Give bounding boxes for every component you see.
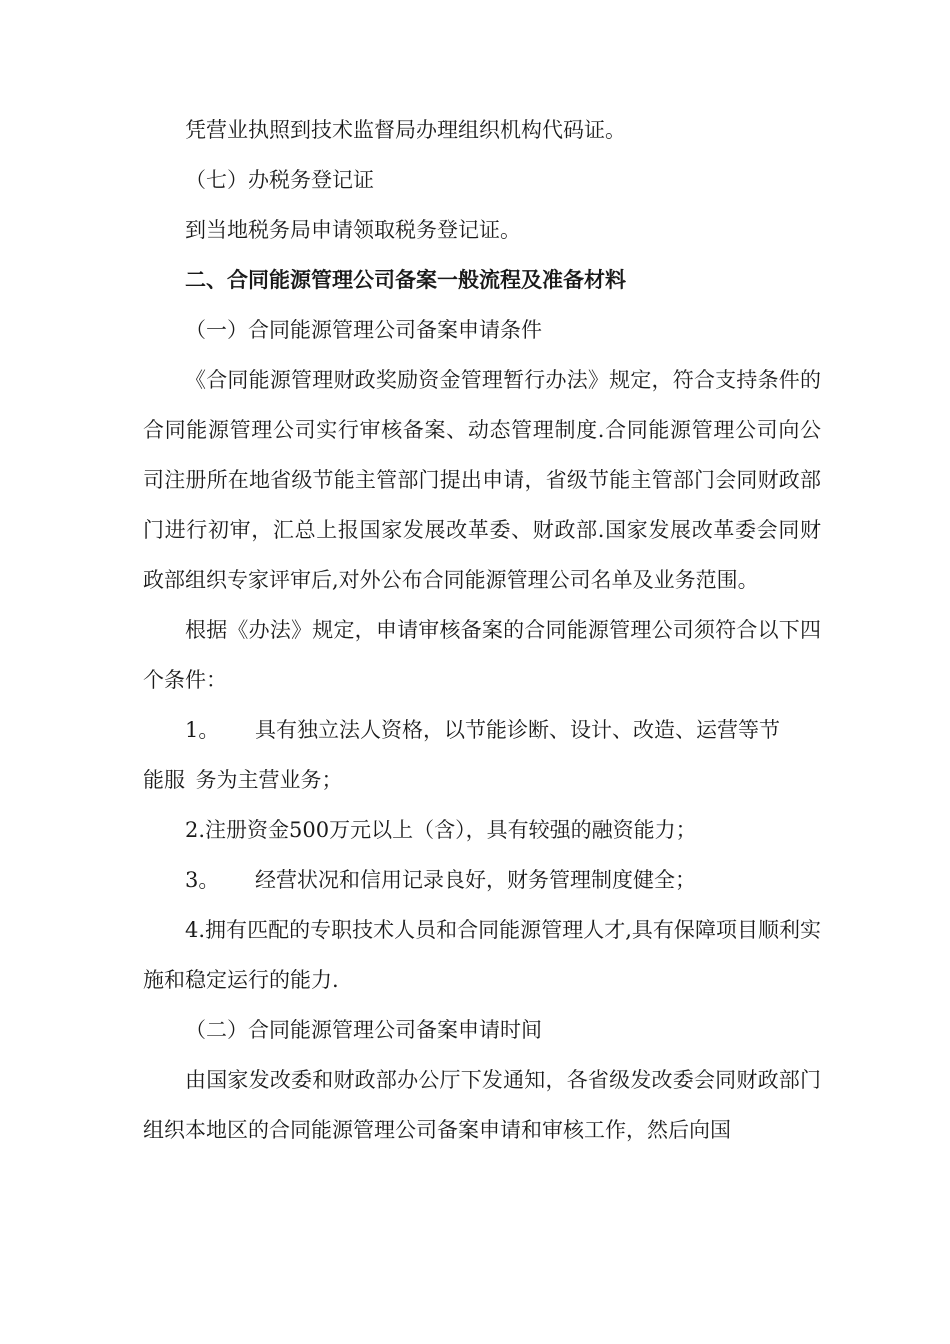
paragraph-filing-rules: 《合同能源管理财政奖励资金管理暂行办法》规定，符合支持条件的合同能源管理公司实行审核备案、动态管理制度.合同能源管理公司向公司注册所在地省级节能主管部门提出申请，省级节能主管部门会同财政部门进行初审，汇总上报国家发展改革委、财政部.国家发展改革委会同财政部组织专家评审后,对外公布合同能源管理公司名单及业务范围。 [143,368,821,592]
list-item-4: 4.拥有匹配的专职技术人员和合同能源管理人才,具有保障项目顺利实施和稳定运行的能力. [143,918,821,992]
document-body [143,105,821,1155]
list-item-text: 经营状况和信用记录良好，财务管理制度健全； [255,868,696,892]
list-item-text: 务为主营业务； [195,768,343,792]
subheading-tax-registration: （七）办税务登记证 [185,168,374,192]
list-item-number: 1。 [185,718,220,742]
condition-list [143,705,821,1005]
list-item-1-continued [143,755,821,805]
paragraph-four-conditions: 根据《办法》规定，申请审核备案的合同能源管理公司须符合以下四个条件： [143,618,821,692]
list-item-text: 能服 [143,768,185,792]
subheading-filing-conditions: （一）合同能源管理公司备案申请条件 [185,318,542,342]
list-item-number: 3。 [185,868,220,892]
paragraph-line: 到当地税务局申请领取税务登记证。 [185,218,521,242]
section-heading: 二、合同能源管理公司备案一般流程及准备材料 [185,267,626,292]
list-item-text: 具有独立法人资格，以节能诊断、设计、改造、运营等节 [255,718,780,742]
subheading-filing-time: （二）合同能源管理公司备案申请时间 [185,1018,542,1042]
list-item-1 [143,705,821,755]
paragraph-line: 凭营业执照到技术监督局办理组织机构代码证。 [185,118,626,142]
list-item-3 [143,855,821,905]
paragraph-filing-time: 由国家发改委和财政部办公厅下发通知，各省级发改委会同财政部门组织本地区的合同能源管理公司备案申请和审核工作，然后向国 [143,1068,821,1142]
list-item-2: 2.注册资金500万元以上（含），具有较强的融资能力； [185,818,697,842]
